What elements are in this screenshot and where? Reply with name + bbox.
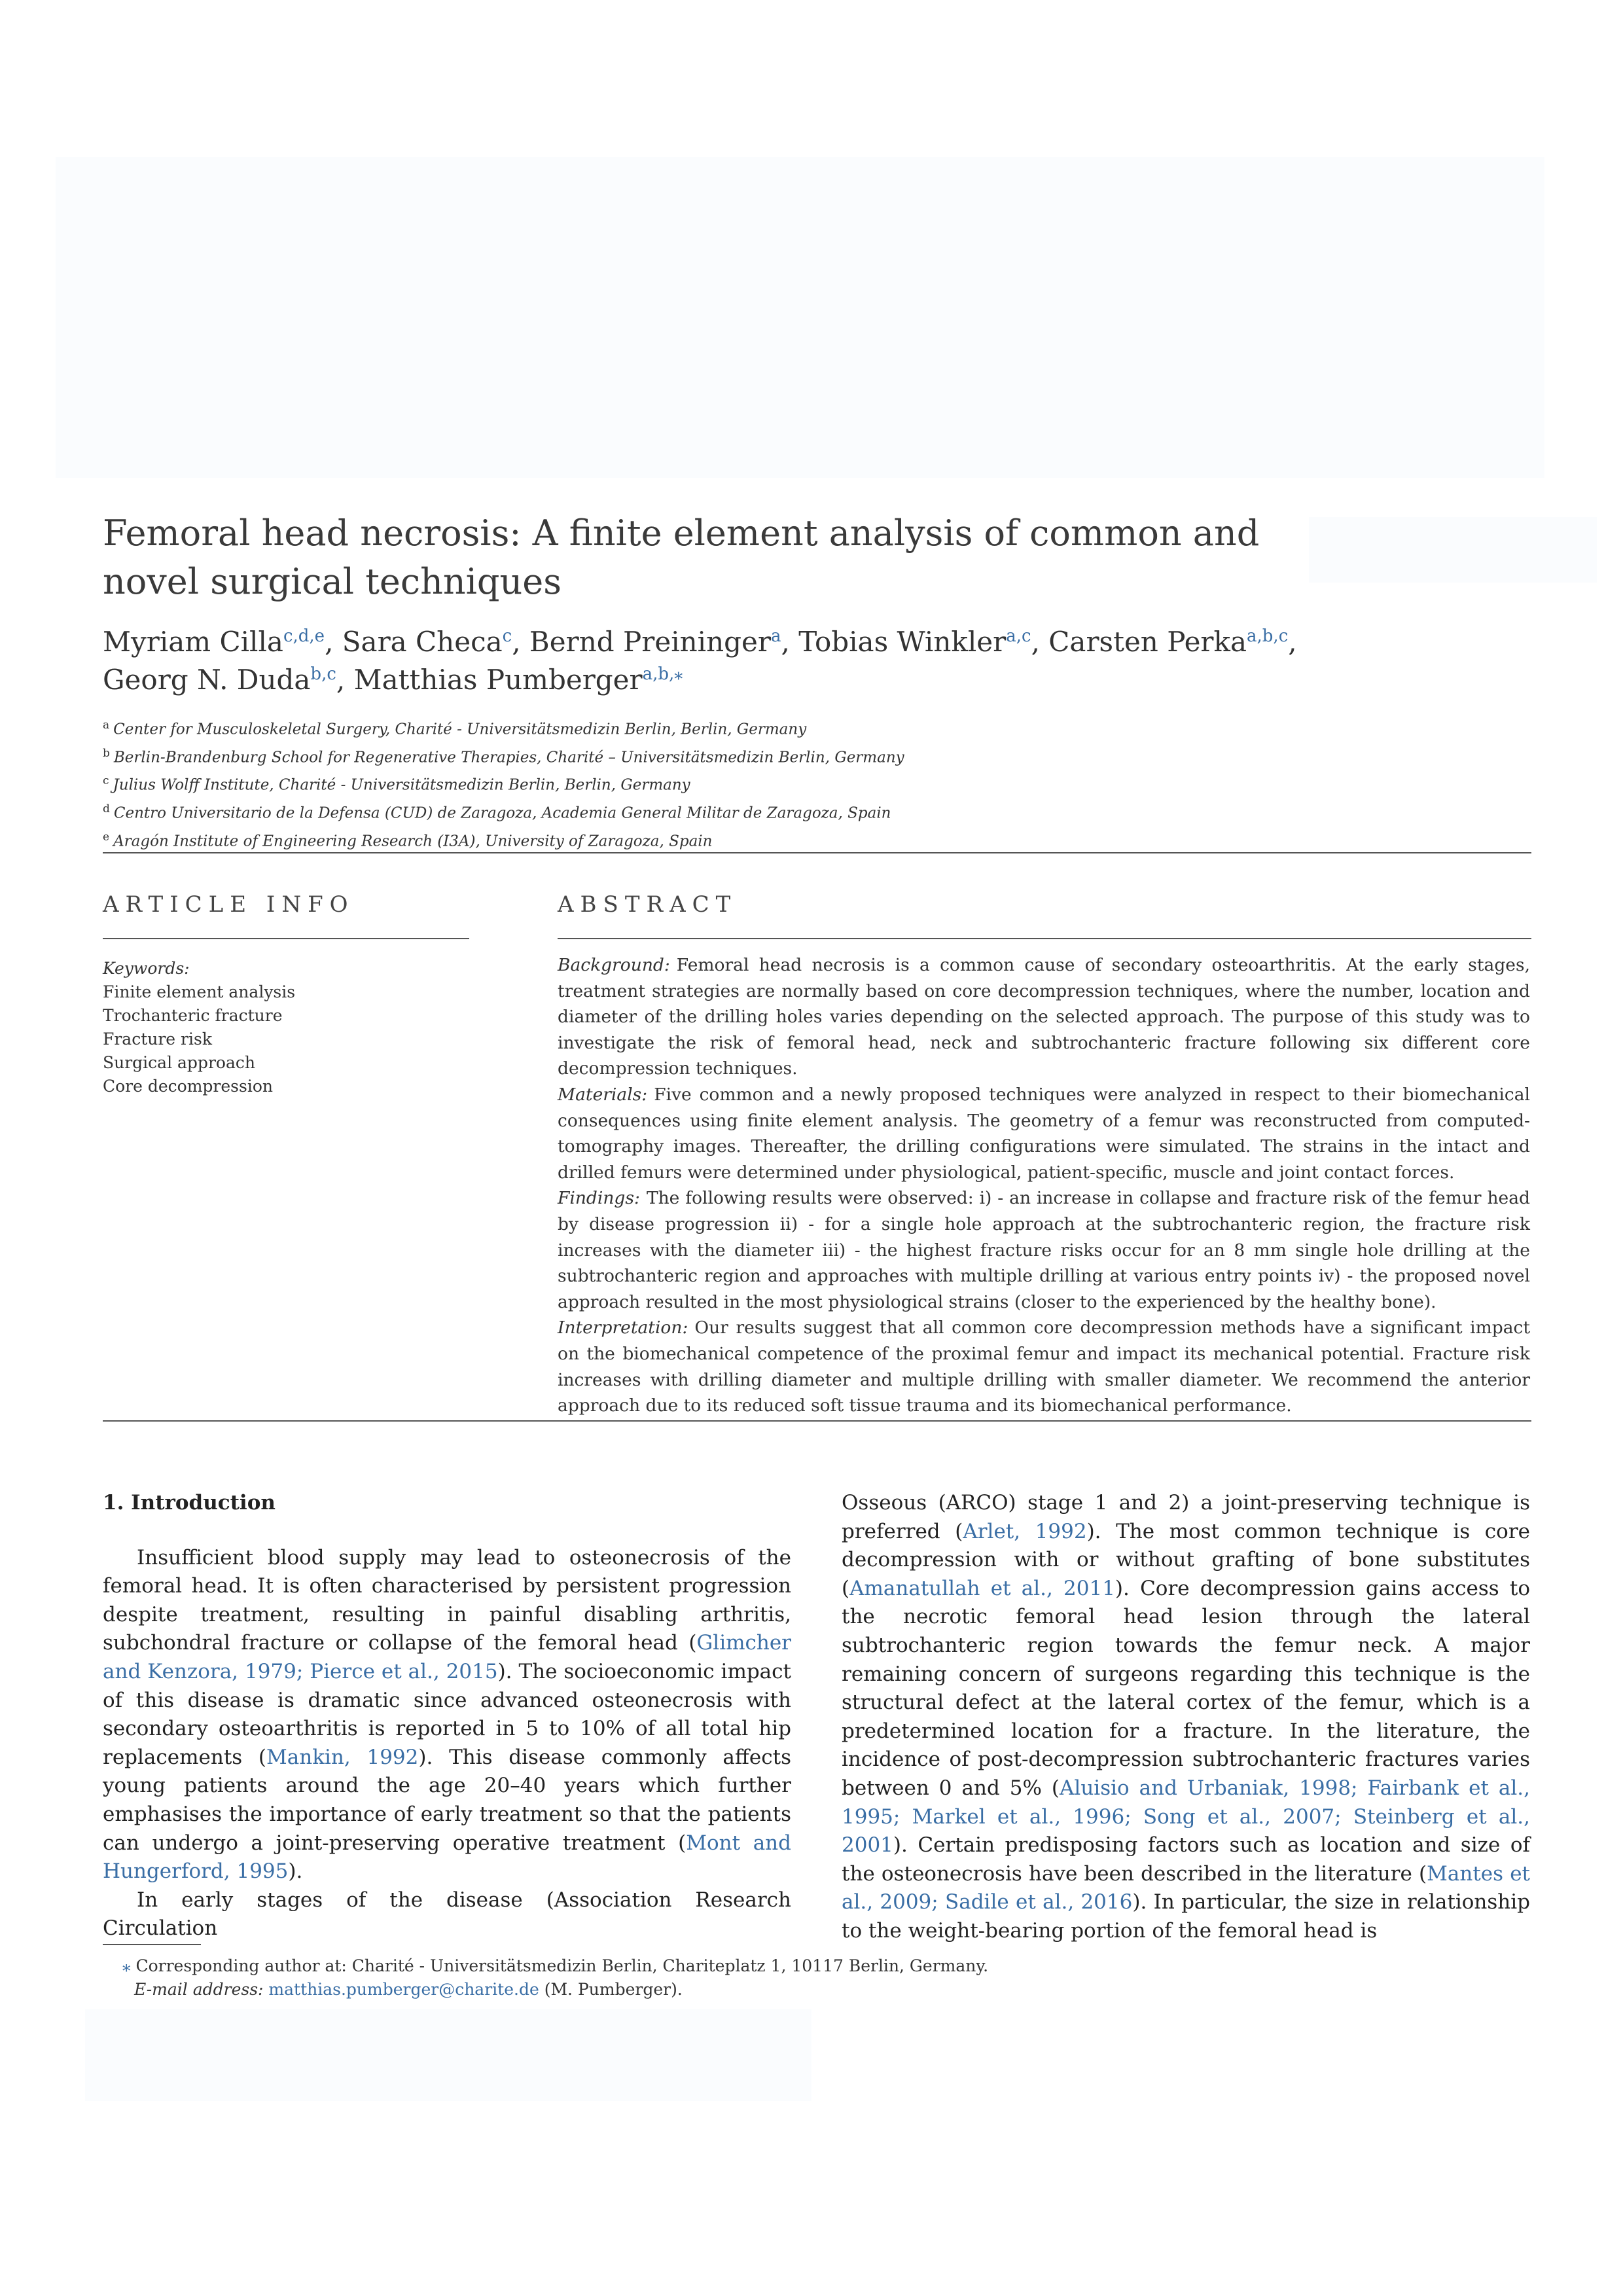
- divider-bottom: [103, 1420, 1531, 1422]
- author-affiliation-marks[interactable]: c: [502, 626, 512, 646]
- author-name: Matthias Pumberger: [353, 664, 643, 696]
- abstract-background: [558, 952, 1530, 1082]
- header-band: [56, 157, 1544, 478]
- author-affiliation-marks[interactable]: b,c: [310, 664, 336, 684]
- intro-paragraph-2-start: In early stages of the disease (Association Research Circulation: [103, 1888, 791, 1941]
- abstract-heading: ABSTRACT: [558, 891, 738, 918]
- keyword-item: Finite element analysis: [103, 982, 296, 1001]
- keyword-item: Surgical approach: [103, 1053, 255, 1072]
- affiliation-text: Aragón Institute of Engineering Research (I3A), University of Zaragoza, Spain: [113, 833, 713, 850]
- email-label: E-mail address:: [134, 1980, 264, 1999]
- affiliation-text: Center for Musculoskeletal Surgery, Charité - Universitätsmedizin Berlin, Berlin, Germany: [113, 721, 807, 738]
- affiliation-item: [103, 825, 1412, 853]
- footer-band: [85, 2009, 812, 2101]
- author-affiliation-marks[interactable]: a,b,⁎: [642, 664, 683, 684]
- email-link[interactable]: matthias.pumberger@charite.de: [268, 1980, 539, 1999]
- keywords-list: [103, 980, 469, 1098]
- article-info-heading: ARTICLE INFO: [103, 891, 355, 918]
- citation-link[interactable]: Glimcher and Kenzora, 1979; Pierce et al., 2015: [103, 1631, 791, 1683]
- affiliation-mark: d: [103, 802, 110, 816]
- author-affiliation-marks[interactable]: a,b,c: [1247, 626, 1289, 646]
- affiliation-text: Centro Universitario de la Defensa (CUD) de Zaragoza, Academia General Militar de Zaragoza, Spain: [113, 804, 891, 822]
- footnote-text: Corresponding author at: Charité - Universitätsmedizin Berlin, Chariteplatz 1, 10117 Berlin, Germany.: [135, 1956, 989, 1975]
- abstract-body: [558, 952, 1530, 1419]
- abstract-interpretation: [558, 1315, 1530, 1418]
- affiliation-item: [103, 797, 1412, 825]
- article-info-rule: [103, 938, 469, 939]
- author-name: Georg N. Duda: [103, 664, 311, 696]
- abstract-materials-label: Materials:: [558, 1084, 648, 1105]
- affiliation-item: [103, 742, 1412, 770]
- abstract-findings-label: Findings:: [558, 1188, 640, 1209]
- citation-link[interactable]: Arlet, 1992: [963, 1519, 1087, 1543]
- abstract-findings: [558, 1185, 1530, 1315]
- footnote-email-line: [103, 1978, 1412, 2001]
- footnote-mark: ⁎: [122, 1956, 131, 1975]
- citation-link[interactable]: Mantes et al., 2009; Sadile et al., 2016: [842, 1861, 1531, 1914]
- affiliation-mark: c: [103, 774, 109, 788]
- header-band-small: [1309, 517, 1597, 583]
- divider-top: [103, 852, 1531, 853]
- citation-link[interactable]: Mont and Hungerford, 1995: [103, 1831, 791, 1884]
- author-affiliation-marks[interactable]: a,c: [1006, 626, 1031, 646]
- intro-paragraph-1: Insufficient blood supply may lead to osteonecrosis of the femoral head. It is often characterised by persistent progression despite treatment, resulting in painful disabling arthritis, subchondral fracture or collapse of the femoral head (Glimcher and Kenzora, 1979; Pierce et al., 2015). The socioeconomic impact of this disease is dramatic since advanced osteonecrosis with secondary osteoarthritis is reported in 5 to 10% of all total hip replacements (Mankin, 1992). This disease commonly affects young patients around the age 20–40 years which further emphasises the importance of early treatment so that the patients can undergo a joint-preserving operative treatment (Mont and Hungerford, 1995).: [103, 1545, 791, 1884]
- author-name: Bernd Preininger: [529, 626, 771, 658]
- author-affiliation-marks[interactable]: c,d,e: [283, 626, 325, 646]
- keyword-item: Core decompression: [103, 1077, 273, 1096]
- author-name: Sara Checa: [342, 626, 503, 658]
- keyword-item: Trochanteric fracture: [103, 1006, 283, 1025]
- affiliation-text: Julius Wolff Institute, Charité - Universitätsmedizin Berlin, Berlin, Germany: [113, 776, 690, 794]
- affiliation-mark: b: [103, 746, 110, 760]
- citation-link[interactable]: Amanatullah et al., 2011: [849, 1576, 1115, 1600]
- body-column-right: [842, 1489, 1530, 1946]
- affiliation-mark: e: [103, 830, 110, 844]
- affiliation-mark: a: [103, 719, 110, 732]
- abstract-materials: [558, 1082, 1530, 1185]
- author-name: Carsten Perka: [1048, 626, 1247, 658]
- abstract-background-label: Background:: [558, 955, 670, 975]
- intro-paragraph-2-cont: Osseous (ARCO) stage 1 and 2) a joint-preserving technique is preferred (Arlet, 1992). The most common technique is core decompression with or without grafting of bone substitutes (Amanatullah et al., 2011). Core decompression gains access to the necrotic femoral head lesion through the lateral subtrochanteric region towards the femur neck. A major remaining concern of surgeons regarding this technique is the structural defect at the lateral cortex of the femur, which is a predetermined location for a fracture. In the literature, the incidence of post-decompression subtrochanteric fractures varies between 0 and 5% (Aluisio and Urbaniak, 1998; Fairbank et al., 1995; Markel et al., 1996; Song et al., 2007; Steinberg et al., 2001). Certain predisposing factors such as location and size of the osteonecrosis have been described in the literature (Mantes et al., 2009; Sadile et al., 2016). In particular, the size in relationship to the weight-bearing portion of the femoral head is: [842, 1491, 1531, 1943]
- email-suffix: (M. Pumberger).: [544, 1980, 683, 1999]
- affiliation-text: Berlin-Brandenburg School for Regenerative Therapies, Charité – Universitätsmedizin Berlin, Germany: [113, 749, 904, 766]
- footnote-corresponding: [103, 1954, 1412, 1978]
- intro-heading: 1. Introduction: [103, 1491, 276, 1515]
- affiliation-item: [103, 713, 1412, 742]
- author-affiliation-marks[interactable]: a: [770, 626, 781, 646]
- abstract-rule: [558, 938, 1531, 939]
- page-title: Femoral head necrosis: A finite element analysis of common and novel surgical techniques: [103, 512, 1260, 602]
- author-name: Tobias Winkler: [798, 626, 1007, 658]
- body-column-left: [103, 1489, 791, 1943]
- abstract-materials-text: Five common and a newly proposed techniques were analyzed in respect to their biomechanical consequences using finite element analysis. The geometry of a femur was reconstructed from computed-tomography images. Thereafter, the drilling configurations were simulated. The strains in the intact and drilled femurs were determined under physiological, patient-specific, muscle and joint contact forces.: [558, 1084, 1530, 1183]
- abstract-interpretation-label: Interpretation:: [558, 1318, 688, 1338]
- citation-link[interactable]: Mankin, 1992: [266, 1745, 419, 1769]
- keyword-item: Fracture risk: [103, 1030, 212, 1049]
- author-name: Myriam Cilla: [103, 626, 283, 658]
- keywords-block: [103, 957, 469, 1098]
- footnote-rule: [103, 1944, 201, 1945]
- citation-link[interactable]: Aluisio and Urbaniak, 1998; Fairbank et al., 1995; Markel et al., 1996; Song et al., 2007; Steinberg et al., 2001: [842, 1776, 1531, 1857]
- affiliation-item: [103, 769, 1412, 797]
- abstract-interpretation-text: Our results suggest that all common core decompression methods have a significant impact on the biomechanical competence of the proximal femur and impact its mechanical potential. Fracture risk increases with drilling diameter and multiple drilling with smaller diameter. We recommend the anterior approach due to its reduced soft tissue trauma and its biomechanical performance.: [558, 1318, 1530, 1416]
- abstract-findings-text: The following results were observed: i) - an increase in collapse and fracture risk of the femur head by disease progression ii) - for a single hole approach at the subtrochanteric region, the fracture risk increases with the diameter iii) - the highest fracture risks occur for an 8 mm single hole drilling at the subtrochanteric region and approaches with multiple drilling at various entry points iv) - the proposed novel approach resulted in the most physiological strains (closer to the experienced by the healthy bone).: [558, 1188, 1530, 1312]
- abstract-background-text: Femoral head necrosis is a common cause of secondary osteoarthritis. At the early stages, treatment strategies are normally based on core decompression techniques, where the number, location and diameter of the drilling holes varies depending on the selected approach. The purpose of this study was to investigate the risk of femoral head, neck and subtrochanteric fracture following six different core decompression techniques.: [558, 955, 1530, 1079]
- author-list: Myriam Cilla$^{c,d,e}$, Sara Checa$^c$, Bernd Preininger$^a$, Tobias Winkler$^{a,c}$, Carsten Perka$^{a,b,c}$, Georg N. Duda$^{b,c}$, Matthias Pumberger$^{a,b,⁎}$: [103, 626, 1297, 696]
- affiliation-list: [103, 713, 1412, 853]
- footnote: [103, 1954, 1412, 2001]
- keywords-label: Keywords:: [103, 959, 190, 978]
